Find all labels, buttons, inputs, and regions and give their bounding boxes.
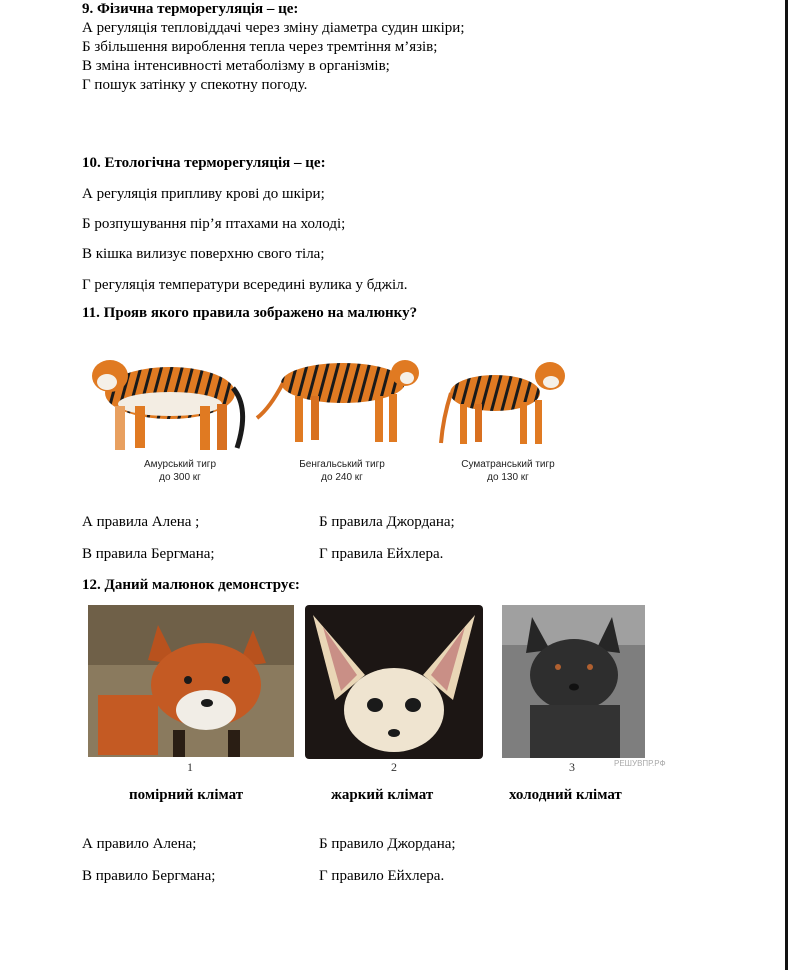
climate-label-2: жаркий клімат [331,787,434,803]
q12-option-a: А правило Алена; [82,836,197,852]
q9-option-c: В зміна інтенсивності метаболізму в організмів; [82,58,390,74]
tigers-illustration [85,338,575,458]
q9-option-d: Г пошук затінку у спекотну погоду. [82,77,308,93]
q10-option-a: А регуляція припливу крові до шкіри; [82,186,325,202]
q12-option-c: В правило Бергмана; [82,868,216,884]
q9-option-a: А регуляція тепловіддачі через зміну діаметра судин шкіри; [82,20,465,36]
q11-title: 11. Прояв якого правила зображено на малюнку? [82,305,418,321]
tiger-weight-1: до 300 кг [159,472,201,483]
photo-number-3: 3 [569,760,575,774]
climate-label-3: холодний клімат [509,787,622,803]
tiger-caption-1 [120,458,240,484]
q10-title: 10. Етологічна терморегуляція – це: [82,155,326,171]
tiger-caption-2 [282,458,402,484]
q12-option-d: Г правило Ейхлера. [319,868,445,884]
sumatran-tiger-figure [441,362,565,444]
q9-title: 9. Фізична терморегуляція – це: [82,1,299,17]
climate-label-1: помірний клімат [129,787,244,803]
tiger-weight-3: до 130 кг [487,472,529,483]
bengal-tiger-figure [257,360,419,442]
photo-number-1: 1 [187,760,193,774]
tiger-weight-2: до 240 кг [321,472,363,483]
q9-option-b: Б збільшення вироблення тепла через тремтіння м’язів; [82,39,438,55]
tiger-name-2: Бенгальський тигр [299,459,385,470]
q11-option-a: А правила Алена ; [82,514,200,530]
tiger-name-3: Суматранський тигр [461,459,555,470]
photo-number-2: 2 [391,760,397,774]
watermark: РЕШУВПР.РФ [614,759,666,768]
q10-option-c: В кішка вилизує поверхню свого тіла; [82,246,325,262]
tiger-name-1: Амурський тигр [143,459,217,470]
fennec-fox-photo [305,605,483,759]
q11-option-d: Г правила Ейхлера. [319,546,444,562]
q11-option-c: В правила Бергмана; [82,546,215,562]
red-fox-photo [88,605,294,757]
arctic-fox-photo [502,605,645,758]
q11-option-b: Б правила Джордана; [319,514,455,530]
q10-option-b: Б розпушування пір’я птахами на холоді; [82,216,346,232]
tiger-caption-3 [448,458,568,484]
amur-tiger-figure [92,360,243,450]
q10-option-d: Г регуляція температури всередині вулика у бджіл. [82,277,408,293]
q12-title: 12. Даний малюнок демонструє: [82,577,300,593]
q12-option-b: Б правило Джордана; [319,836,456,852]
